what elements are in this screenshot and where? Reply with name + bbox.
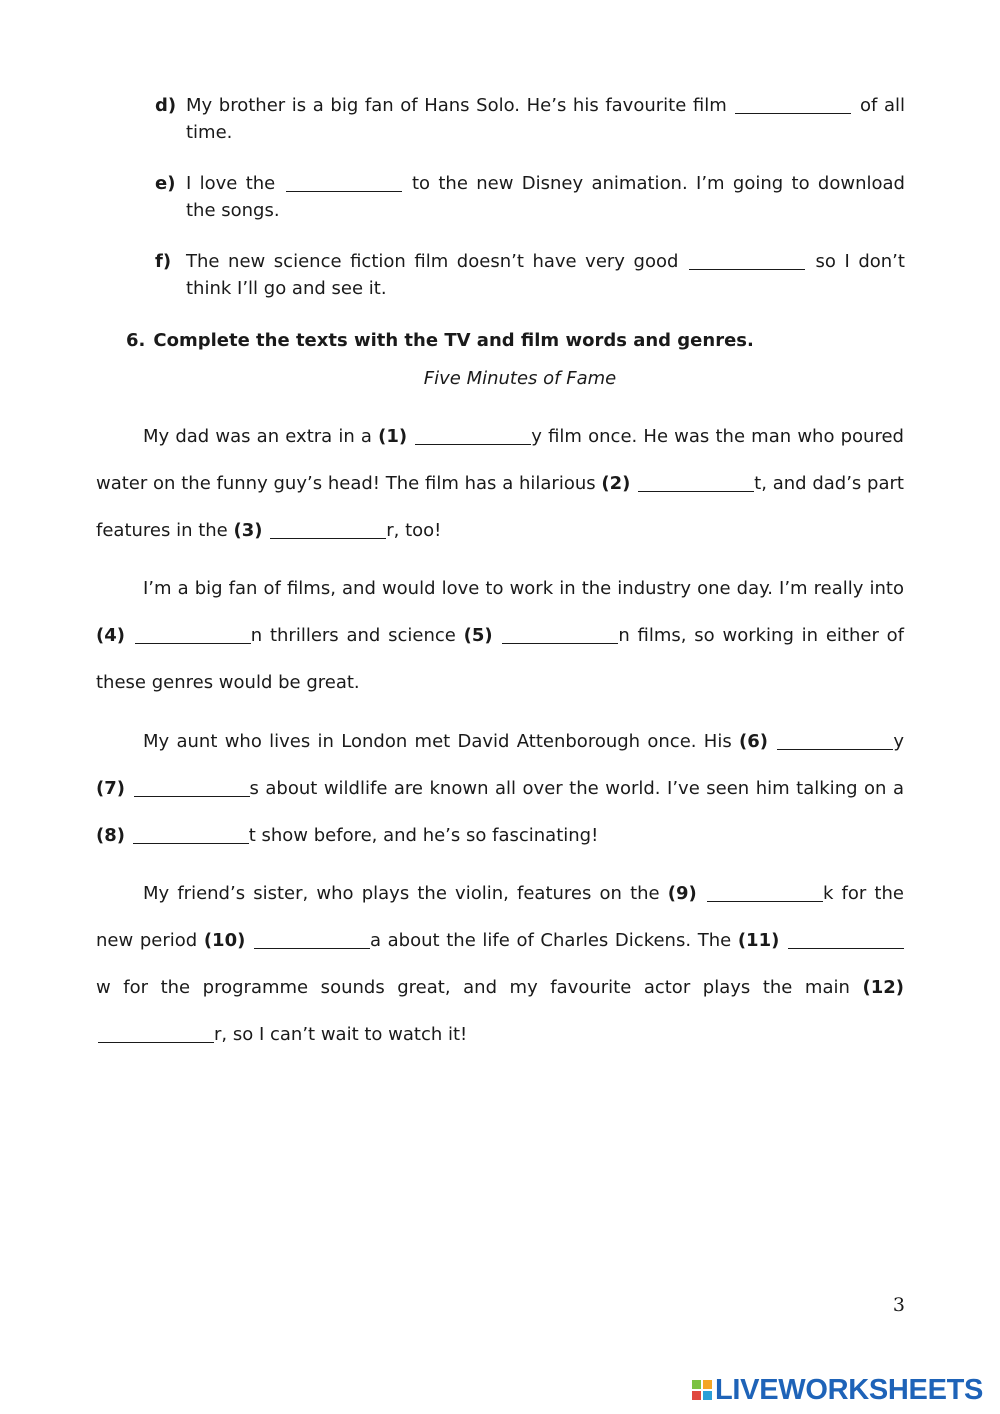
answer-blank[interactable]	[134, 778, 250, 797]
gap-number: (12)	[862, 977, 904, 998]
paragraph-1: My dad was an extra in a (1) y film once. He was the man who poured water on the funny guy’s head! The film has a hilarious (2) t, and dad’s part features in the (3) r, too!	[96, 426, 904, 541]
item-text-before: The new science fiction film doesn’t have very good	[186, 251, 679, 272]
answer-blank[interactable]	[707, 883, 823, 902]
list-item	[155, 92, 905, 146]
item-text-before: I love the	[186, 173, 276, 194]
answer-blank[interactable]	[415, 426, 531, 445]
answer-blank[interactable]	[502, 625, 618, 644]
paragraph-2: I’m a big fan of films, and would love to work in the industry one day. I’m really into (4) n thrillers and science (5) n films, so working in either of these genres would be great.	[96, 578, 904, 693]
brand-name: LIVEWORKSHEETS	[715, 1373, 984, 1406]
gap-number: (1)	[378, 426, 408, 447]
answer-blank[interactable]	[135, 625, 251, 644]
answer-blank[interactable]	[133, 825, 249, 844]
icon-square	[692, 1391, 701, 1400]
gap-number: (9)	[667, 883, 697, 904]
answer-blank[interactable]	[286, 173, 402, 192]
answer-blank[interactable]	[254, 930, 370, 949]
item-label: e)	[155, 173, 176, 194]
icon-square	[703, 1391, 712, 1400]
exercise-5-list	[155, 92, 905, 326]
item-label: f)	[155, 251, 172, 272]
gap-number: (10)	[203, 930, 246, 951]
paragraph-3: My aunt who lives in London met David Attenborough once. His (6) y (7) s about wildlife are known all over the world. I’ve seen him talking on a (8) t show before, and he’s so fascinating!	[96, 731, 904, 846]
gap-number: (3)	[233, 520, 263, 541]
item-text-before: My brother is a big fan of Hans Solo. He’s his favourite film	[186, 95, 727, 116]
gap-number: (6)	[739, 731, 769, 752]
answer-blank[interactable]	[788, 930, 904, 949]
gap-number: (8)	[96, 825, 125, 846]
exercise-instruction: Complete the texts with the TV and film words and genres.	[153, 330, 754, 351]
gap-number: (2)	[601, 473, 631, 494]
gap-number: (11)	[737, 930, 780, 951]
exercise-number: 6.	[126, 330, 146, 351]
gap-number: (4)	[96, 625, 125, 646]
item-text-after: so I don’t think I’ll go and see it.	[186, 251, 905, 299]
gap-number: (5)	[463, 625, 493, 646]
page-number: 3	[892, 1294, 905, 1316]
icon-square	[692, 1380, 701, 1389]
answer-blank[interactable]	[270, 520, 386, 539]
liveworksheets-icon	[692, 1380, 712, 1400]
answer-blank[interactable]	[777, 731, 893, 750]
gap-number: (7)	[96, 778, 125, 799]
list-item	[155, 170, 905, 224]
liveworksheets-logo	[692, 1373, 983, 1407]
answer-blank[interactable]	[735, 95, 851, 114]
list-item	[155, 248, 905, 302]
exercise-6-heading	[126, 327, 754, 354]
icon-square	[703, 1380, 712, 1389]
answer-blank[interactable]	[98, 1024, 214, 1043]
text-title: Five Minutes of Fame	[423, 368, 617, 389]
item-text-after: to the new Disney animation. I’m going to download the songs.	[186, 173, 905, 221]
paragraph-4: My friend’s sister, who plays the violin, features on the (9) k for the new period (10) a about the life of Charles Dickens. The (11) w for the programme sounds great, and my favourite actor plays the main (12) r, so I can’t wait to watch it!	[96, 883, 904, 1045]
answer-blank[interactable]	[638, 473, 754, 492]
answer-blank[interactable]	[689, 251, 805, 270]
item-label: d)	[155, 95, 177, 116]
item-text-after: of all time.	[186, 95, 905, 143]
